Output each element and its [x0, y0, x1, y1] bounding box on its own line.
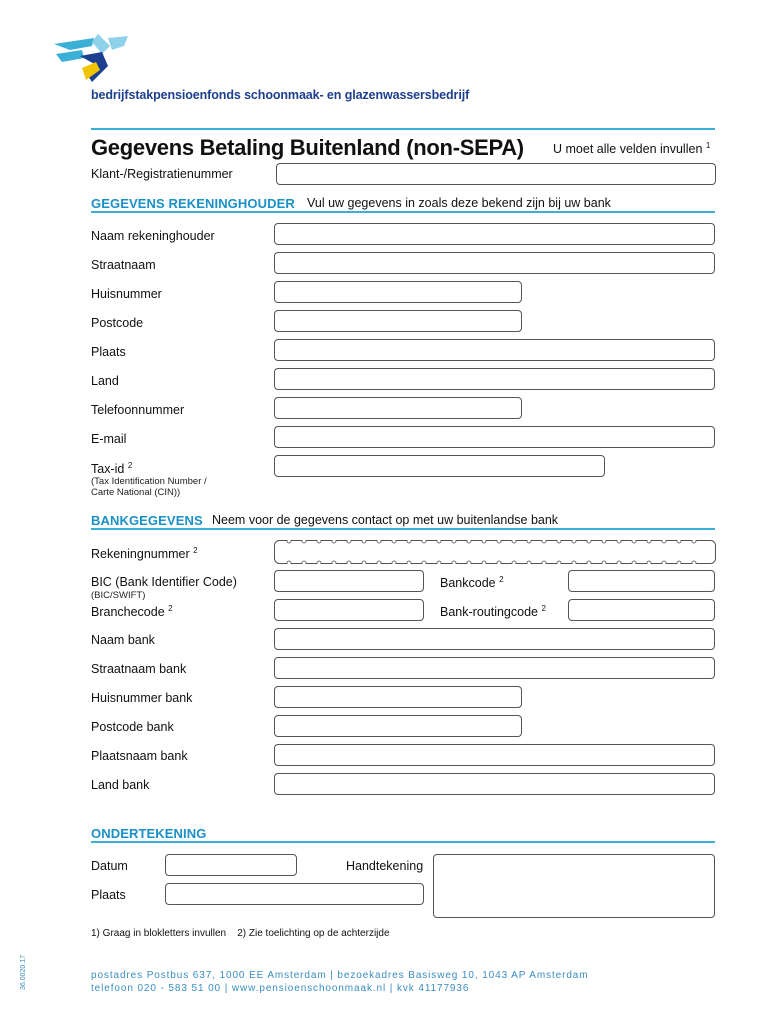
bank-code-field[interactable]	[568, 570, 715, 592]
bank-house-number-field[interactable]	[274, 686, 522, 708]
name-label: Naam rekeninghouder	[91, 229, 215, 243]
bic-label: BIC (Bank Identifier Code)	[91, 575, 237, 589]
branch-code-label: Branchecode $^2$	[91, 604, 173, 620]
account-number-field[interactable]	[274, 540, 716, 564]
phone-label: Telefoonnummer	[91, 403, 185, 417]
bic-field[interactable]	[274, 570, 424, 592]
tax-id-field[interactable]	[274, 455, 605, 477]
holder-subheading: Vul uw gegevens in zoals deze bekend zijn bij uw bank	[307, 196, 611, 210]
routing-code-field[interactable]	[568, 599, 715, 621]
logo-icon	[52, 32, 132, 88]
signature-field[interactable]	[433, 854, 715, 918]
tax-id-label: Tax-id $^2$	[91, 461, 133, 477]
email-label: E-mail	[91, 432, 127, 446]
side-code: 36.0020.17	[20, 954, 27, 990]
street-label: Straatnaam	[91, 258, 156, 272]
country-field[interactable]	[274, 368, 715, 390]
title-rule	[91, 128, 715, 130]
footnotes: 1) Graag in blokletters invullen 2) Zie toelichting op de achterzijde	[91, 928, 390, 939]
bank-postcode-field[interactable]	[274, 715, 522, 737]
date-label: Datum	[91, 859, 128, 873]
signature-label: Handtekening	[346, 859, 424, 873]
signature-heading: ONDERTEKENING	[91, 826, 207, 841]
country-label: Land	[91, 374, 119, 388]
bank-house-number-label: Huisnummer bank	[91, 691, 193, 705]
city-field[interactable]	[274, 339, 715, 361]
bank-code-label: Bankcode $^2$	[440, 575, 504, 591]
footer-contact: telefoon 020 - 583 51 00 | www.pensioenschoonmaak.nl | kvk 41177936	[91, 983, 470, 994]
bank-street-field[interactable]	[274, 657, 715, 679]
page-title: Gegevens Betaling Buitenland (non-SEPA)	[91, 135, 524, 160]
place-label: Plaats	[91, 888, 126, 902]
bank-city-field[interactable]	[274, 744, 715, 766]
bank-country-field[interactable]	[274, 773, 715, 795]
org-name: bedrijfstakpensioenfonds schoonmaak- en glazenwassersbedrijf	[91, 88, 470, 102]
bic-note: (BIC/SWIFT)	[91, 590, 146, 601]
postcode-label: Postcode	[91, 316, 144, 330]
footer	[91, 969, 589, 995]
client-number-label: Klant-/Registratienummer	[91, 167, 233, 181]
client-number-field[interactable]	[276, 163, 716, 185]
holder-name-field[interactable]	[274, 223, 715, 245]
bank-name-label: Naam bank	[91, 633, 155, 647]
phone-field[interactable]	[274, 397, 522, 419]
bank-postcode-label: Postcode bank	[91, 720, 174, 734]
footer-address: postadres Postbus 637, 1000 EE Amsterdam | bezoekadres Basisweg 10, 1043 AP Amsterdam	[91, 970, 589, 981]
place-field[interactable]	[165, 883, 424, 905]
holder-rule	[91, 211, 715, 213]
date-field[interactable]	[165, 854, 297, 876]
bank-subheading: Neem voor de gegevens contact op met uw buitenlandse bank	[212, 513, 559, 527]
house-number-label: Huisnummer	[91, 287, 162, 301]
house-number-field[interactable]	[274, 281, 522, 303]
city-label: Plaats	[91, 345, 126, 359]
bank-city-label: Plaatsnaam bank	[91, 749, 188, 763]
required-note: U moet alle velden invullen $^1$	[553, 141, 711, 157]
tax-id-note: (Tax Identification Number / Carte National (CIN))	[91, 476, 207, 498]
bank-rule	[91, 528, 715, 530]
bank-name-field[interactable]	[274, 628, 715, 650]
holder-heading: GEGEVENS REKENINGHOUDER	[91, 196, 295, 211]
branch-code-field[interactable]	[274, 599, 424, 621]
bank-street-label: Straatnaam bank	[91, 662, 187, 676]
street-field[interactable]	[274, 252, 715, 274]
postcode-field[interactable]	[274, 310, 522, 332]
bank-heading: BANKGEGEVENS	[91, 513, 203, 528]
account-number-label: Rekeningnummer $^2$	[91, 546, 198, 562]
bank-country-label: Land bank	[91, 778, 150, 792]
signature-rule	[91, 841, 715, 843]
routing-code-label: Bank-routingcode $^2$	[440, 604, 546, 620]
email-field[interactable]	[274, 426, 715, 448]
